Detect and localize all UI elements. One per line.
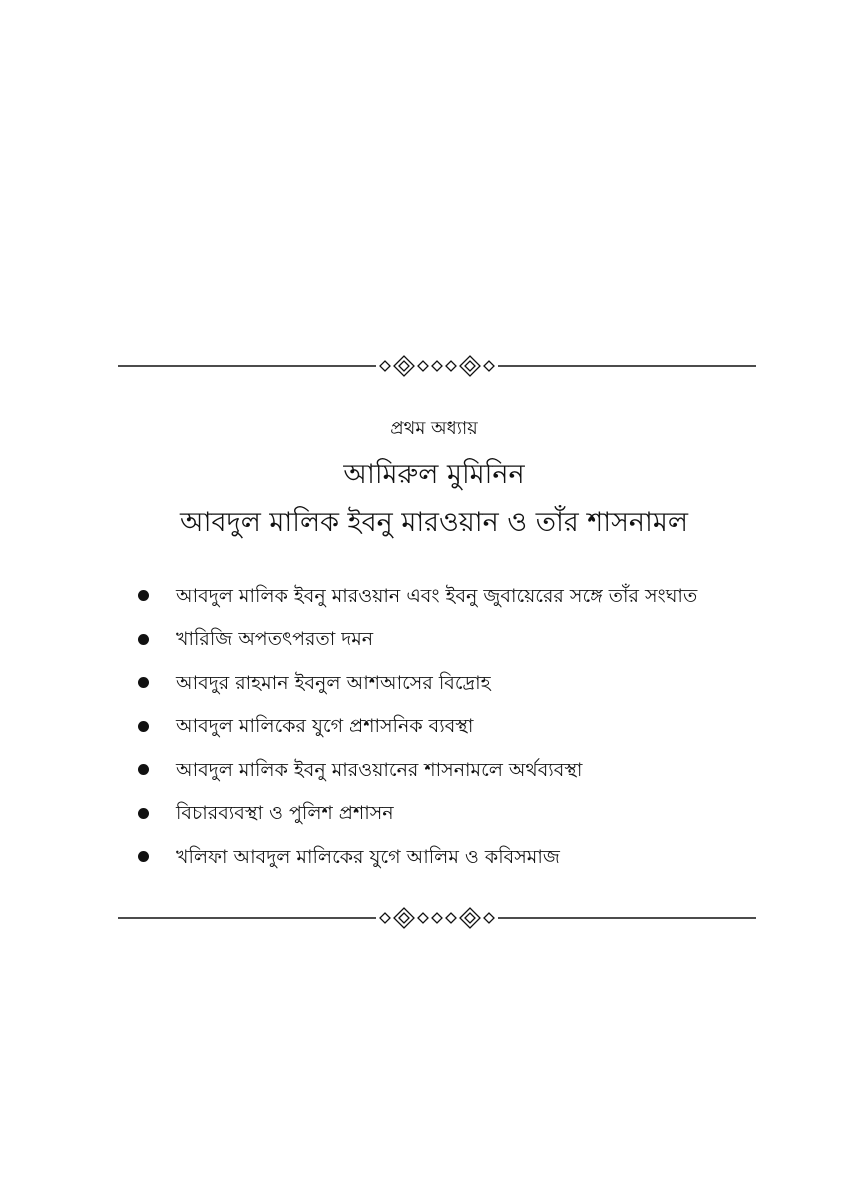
bullet-icon <box>138 721 149 732</box>
list-item <box>130 618 760 662</box>
list-item <box>130 792 760 836</box>
list-item-text: আবদুর রাহমান ইবনুল আশআসের বিদ্রোহ <box>176 671 491 694</box>
bullet-icon <box>138 764 149 775</box>
list-item-text: আবদুল মালিকের যুগে প্রশাসনিক ব্যবস্থা <box>176 715 474 738</box>
bullet-icon <box>138 590 149 601</box>
list-item <box>130 661 760 705</box>
list-item-text: খারিজি অপতৎপরতা দমন <box>176 628 374 651</box>
list-item-text: আবদুল মালিক ইবনু মারওয়ানের শাসনামলে অর্থব্যবস্থা <box>176 758 583 781</box>
top-ornamental-divider <box>118 354 756 378</box>
chapter-contents-list <box>130 574 760 879</box>
list-item <box>130 748 760 792</box>
list-item <box>130 574 760 618</box>
diamond-flourish-icon <box>118 906 756 930</box>
list-item <box>130 705 760 749</box>
list-item-text: বিচারব্যবস্থা ও পুলিশ প্রশাসন <box>176 802 394 825</box>
diamond-flourish-icon <box>118 354 756 378</box>
bullet-icon <box>138 808 149 819</box>
bullet-icon <box>138 677 149 688</box>
chapter-title-line-1: আমিরুল মুমিনিন <box>343 459 525 490</box>
list-item-text: আবদুল মালিক ইবনু মারওয়ান এবং ইবনু জুবায়েরের সঙ্গে তাঁর সংঘাত <box>176 584 698 607</box>
bottom-ornamental-divider <box>118 906 756 930</box>
chapter-label: প্রথম অধ্যায় <box>390 418 478 439</box>
bullet-icon <box>138 634 149 645</box>
chapter-title-line-2: আবদুল মালিক ইবনু মারওয়ান ও তাঁর শাসনামল <box>180 507 688 538</box>
list-item <box>130 835 760 879</box>
bullet-icon <box>138 851 149 862</box>
list-item-text: খলিফা আবদুল মালিকের যুগে আলিম ও কবিসমাজ <box>176 845 560 868</box>
